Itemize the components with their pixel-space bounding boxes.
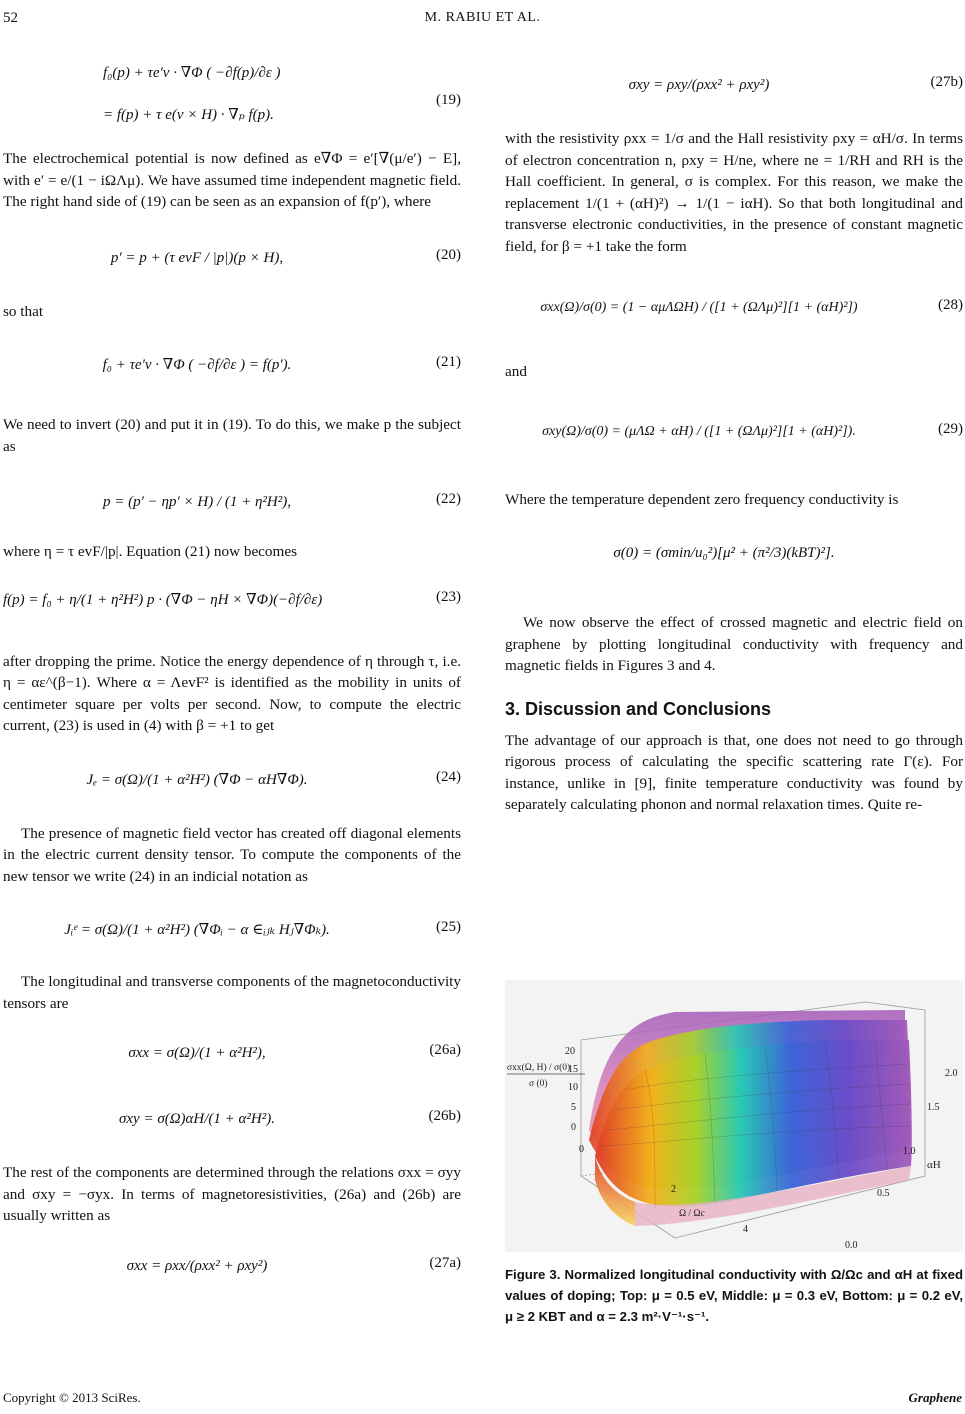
equation-number: (25) <box>436 919 461 935</box>
equation-28-body: σxx(Ω)/σ(0) = (1 − αμΛΩH) / ([1 + (ΩΛμ)²][1 + (αH)²]) <box>540 300 858 315</box>
y-tick: 2.0 <box>945 1068 958 1079</box>
journal-name: Graphene <box>908 1390 962 1405</box>
left-column <box>3 48 461 1291</box>
equation-19-line-1: f₀(p) + τe′v · ∇Φ ( −∂f(p)/∂ε ) <box>103 65 281 81</box>
equation-22-body: p = (p′ − ηp′ × H) / (1 + η²H²), <box>103 494 291 510</box>
equation-21-body: f₀ + τe′v · ∇Φ ( −∂f/∂ε ) = f(p′). <box>102 357 292 373</box>
equation-24-body: Jₑ = σ(Ω)/(1 + α²H²) (∇Φ − αH∇Φ). <box>86 771 308 788</box>
copyright-notice: Copyright © 2013 SciRes. <box>3 1390 141 1405</box>
equation-27a <box>3 1241 461 1291</box>
equation-26b-body: σxy = σ(Ω)αH/(1 + α²H²). <box>118 1111 275 1127</box>
equation-26a <box>3 1028 461 1080</box>
equation-28 <box>505 279 963 339</box>
y-axis-label: αH <box>927 1159 941 1171</box>
running-head: M. RABIU ET AL. <box>424 10 541 25</box>
paragraph-resistivity: with the resistivity ρxx = 1/σ and the Hall resistivity ρxy = αH/σ. In terms of electron concentration n, ρxy = H/ne, where ne = 1/RH and RH is the Hall coefficient. In general, σ is complex. For this reason, we make the replacement 1/(1 + (αH)²) → 1/(1 − iαH). So that both longitudinal and transverse electronic conductivities, in the presence of constant magnetic field, for β = +1 take the form <box>505 130 963 255</box>
equation-29 <box>505 401 963 465</box>
equation-number: (29) <box>938 420 963 437</box>
paragraph-presence: The presence of magnetic field vector has created off diagonal elements in the electric current density tensor. To compute the components of the new tensor we write (24) in an indicial notation as <box>3 824 461 885</box>
equation-25-body: Jᵢᵉ = σ(Ω)/(1 + α²H²) (∇Φᵢ − α ∈ᵢⱼₖ Hⱼ∇Φₖ). <box>64 922 330 938</box>
equation-number: (27a) <box>429 1254 461 1271</box>
section-heading: 3. Discussion and Conclusions <box>505 698 772 719</box>
paragraph-electrochemical: The electrochemical potential is now defined as e∇Φ = e′[∇(μ/e′) − E], with e′ = e/(1 − iΩΛμ). We have assumed time independent magnetic field. The right hand side of (19) can be seen as an expansion of f(p′), where <box>3 150 461 210</box>
paragraph-invert: We need to invert (20) and put it in (19). To do this, we make p the subject as <box>3 416 461 455</box>
equation-number: (23) <box>436 588 461 605</box>
paragraph-so-that: so that <box>3 302 44 320</box>
equation-22 <box>3 475 461 527</box>
figure-3-surface-plot <box>505 980 963 1252</box>
equation-sigma0 <box>505 528 963 584</box>
paragraph-observe: We now observe the effect of crossed magnetic and electric field on graphene by plotting longitudinal conductivity with frequency and magnetic fields in Figures 3 and 4. <box>505 614 963 674</box>
equation-number: (22) <box>436 491 461 507</box>
right-column <box>505 48 963 816</box>
figure-3-caption: Figure 3. Normalized longitudinal conductivity with Ω/Ωc and αH at fixed values of doping; Top: μ = 0.5 eV, Middle: μ = 0.3 eV, Bottom: μ = 0.2 eV, μ ≥ 2 KBT and α = 2.3 m²·V⁻¹·s⁻¹. <box>505 1267 963 1324</box>
equation-number: (20) <box>436 246 461 263</box>
paragraph-longitudinal: The longitudinal and transverse components of the magnetoconductivity tensors are <box>3 973 461 1012</box>
equation-number: (24) <box>436 768 461 785</box>
x-tick: 4 <box>743 1224 748 1235</box>
equation-number: (21) <box>436 354 461 370</box>
equation-23-body: f(p) = f₀ + η/(1 + η²H²) p · (∇Φ − ηH × ∇Φ)(−∂f/∂ε) <box>3 591 323 608</box>
equation-29-body: σxy(Ω)/σ(0) = (μΛΩ + αH) / ([1 + (ΩΛμ)²][1 + (αH)²]). <box>542 423 856 439</box>
z-tick: 10 <box>568 1082 578 1093</box>
equation-number: (19) <box>436 92 461 108</box>
z-tick: 15 <box>568 1064 578 1075</box>
equation-19 <box>3 62 461 140</box>
z-tick: 20 <box>565 1046 575 1057</box>
paragraph-dropping-prime: after dropping the prime. Notice the energy dependence of η through τ, i.e. η = αε^(β−1). Where α = ΛevF² is identified as the mobility in units of centimeter square per volts per second. Now, to compute the electric current, (23) is used in (4) with β = +1 to get <box>3 652 461 734</box>
paragraph-temperature: Where the temperature dependent zero frequency conductivity is <box>505 490 899 508</box>
paragraph-discussion: The advantage of our approach is that, one does not need to go through rigorous process of calculating the specific scattering rate Γ(ε). For instance, unlike in [9], finite temperature conductivity was found by separately calculating phonon and normal relaxation times. Quite re- <box>505 731 963 813</box>
z-tick: 5 <box>571 1102 576 1113</box>
z-axis-label: σxx(Ω, H) / σ(0) <box>507 1063 571 1073</box>
x-tick: 0 <box>579 1144 584 1155</box>
equation-27a-body: σxx = ρxx/(ρxx² + ρxy²) <box>126 1257 268 1274</box>
page-number: 52 <box>3 10 18 26</box>
equation-26b <box>3 1094 461 1146</box>
equation-number: (26b) <box>428 1108 461 1124</box>
z-axis-label-denominator: σ (0) <box>529 1079 548 1089</box>
equation-number: (26a) <box>429 1042 461 1058</box>
equation-sigma0-body: σ(0) = (σmin/u₀²)[μ² + (π²/3)(kBT)²]. <box>613 545 835 561</box>
y-tick: 1.0 <box>903 1146 916 1157</box>
equation-21 <box>3 340 461 392</box>
equation-20-body: p′ = p + (τ evF / |p|)(p × H), <box>110 249 284 266</box>
y-tick: 0.5 <box>877 1188 890 1199</box>
paragraph-and: and <box>505 363 527 380</box>
equation-23 <box>3 575 461 627</box>
equation-27b-body: σxy = ρxy/(ρxx² + ρxy²) <box>628 77 770 93</box>
y-tick: 0.0 <box>845 1240 858 1251</box>
page-header <box>0 10 965 32</box>
equation-number: (28) <box>938 297 963 313</box>
equation-26a-body: σxx = σ(Ω)/(1 + α²H²), <box>128 1045 266 1061</box>
equation-27b <box>505 62 963 118</box>
z-tick: 0 <box>571 1122 576 1133</box>
equation-25 <box>3 905 461 957</box>
equation-19-line-2: = f(p) + τ e(v × H) · ∇ₚ f(p). <box>103 107 274 123</box>
equation-20 <box>3 233 461 283</box>
paragraph-where-eta: where η = τ evF/|p|. Equation (21) now becomes <box>3 543 297 560</box>
y-tick: 1.5 <box>927 1102 940 1113</box>
equation-number: (27b) <box>930 74 963 90</box>
equation-24 <box>3 755 461 807</box>
paragraph-rest-components: The rest of the components are determined through the relations σxx = σyy and σxy = −σyx. In terms of magnetoresistivities, (26a) and (26b) are usually written as <box>3 1164 461 1224</box>
x-axis-label: Ω / Ωc <box>679 1209 705 1219</box>
x-tick: 2 <box>671 1184 676 1195</box>
